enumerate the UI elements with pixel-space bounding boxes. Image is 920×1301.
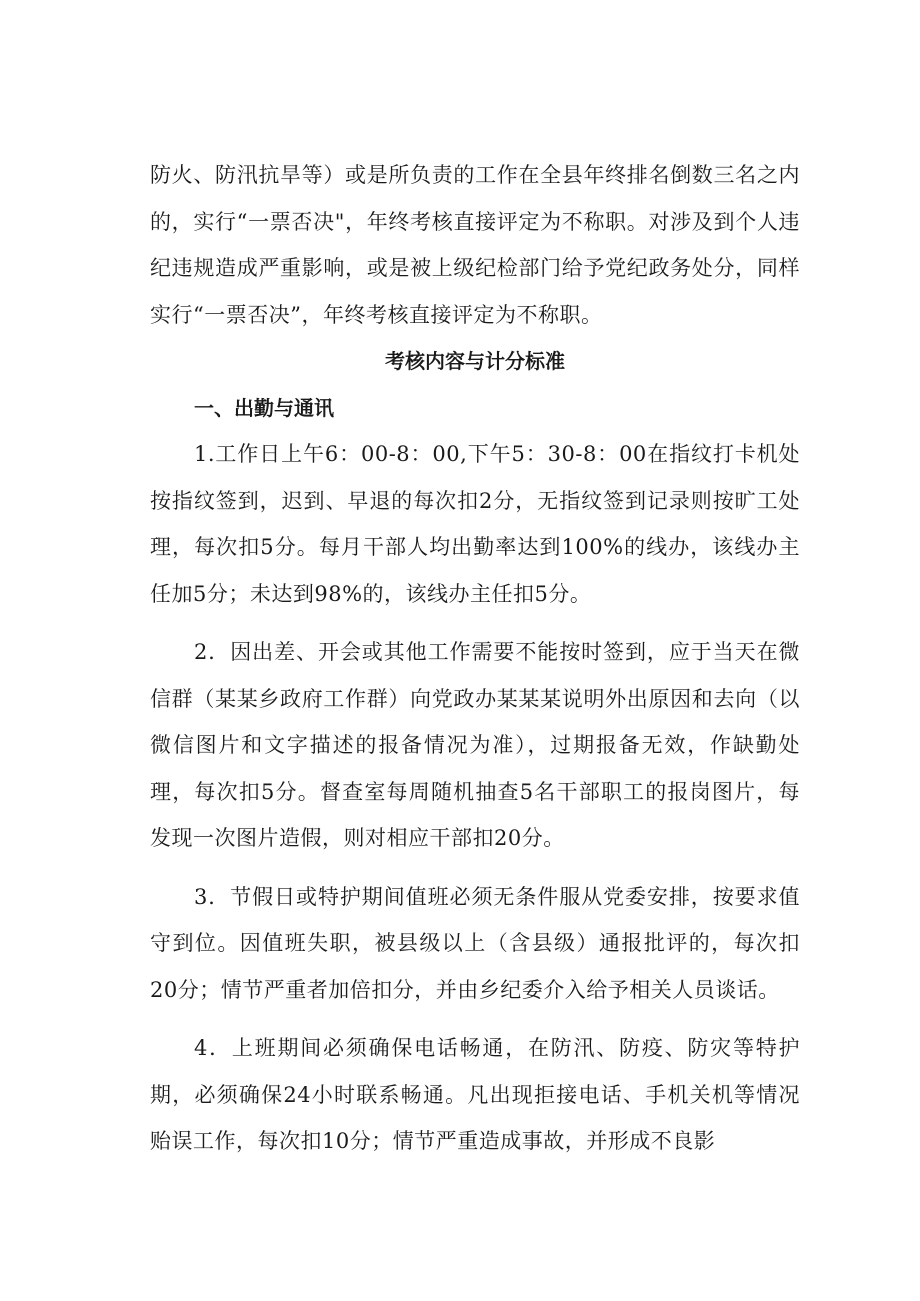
- item-1-paragraph: 1.工作日上午6：00-8：00,下午5：30-8：00在指纹打卡机处按指纹签到，迟到、早退的每次扣2分，无指纹签到记录则按旷工处理，每次扣5分。每月干部人均出勤率达到100%的线办，该线办主任加5分；未达到98%的，该线办主任扣5分。: [150, 442, 800, 606]
- paragraph-gap: [150, 862, 800, 874]
- section-title: 考核内容与计分标准: [385, 349, 565, 373]
- paragraph-gap: [150, 617, 800, 629]
- item-2-paragraph: 2．因出差、开会或其他工作需要不能按时签到，应于当天在微信群（某某乡政府工作群）向党政办某某某说明外出原因和去向（以微信图片和文字描述的报备情况为准），过期报备无效，作缺勤处理，每次扣5分。督查室每周随机抽查5名干部职工的报岗图片，每发现一次图片造假，则对相应干部扣20分。: [150, 640, 800, 850]
- intro-continuation-paragraph: 防火、防汛抗旱等）或是所负责的工作在全县年终排名倒数三名之内的，实行“一票否决"，年终考核直接评定为不称职。对涉及到个人违纪违规造成严重影响，或是被上级纪检部门给予党纪政务处分，同样实行“一票否决”，年终考核直接评定为不称职。: [150, 163, 800, 327]
- item-3-paragraph: 3．节假日或特护期间值班必须无条件服从党委安排，按要求值守到位。因值班失职，被县级以上（含县级）通报批评的，每次扣20分；情节严重者加倍扣分，并由乡纪委介入给予相关人员谈话。: [150, 884, 800, 1002]
- item-4-paragraph: 4．上班期间必须确保电话畅通，在防汛、防疫、防灾等特护期，必须确保24小时联系畅通。凡出现拒接电话、手机关机等情况贻误工作，每次扣10分；情节严重造成事故，并形成不良影: [150, 1036, 800, 1153]
- paragraph-gap: [150, 1013, 800, 1025]
- document-page: [150, 152, 800, 1165]
- part-heading-attendance: 一、出勤与通讯: [194, 395, 334, 420]
